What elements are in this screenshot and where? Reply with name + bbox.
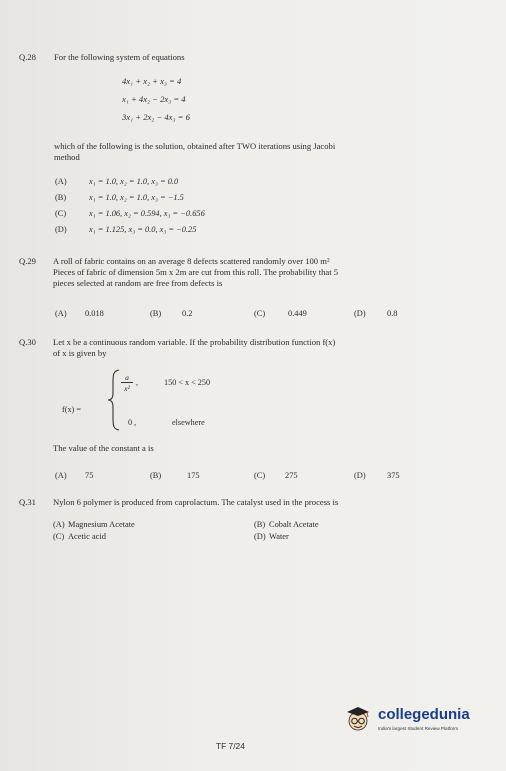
- logo-tagline: India's largest Student Review Platform: [378, 726, 459, 731]
- q29-option-b-text: 0.2: [182, 309, 193, 318]
- q29-option-c-label: (C): [254, 309, 266, 318]
- q28-question-line-2: method: [54, 152, 80, 162]
- q30-fraction-numerator: a: [125, 373, 129, 382]
- q31-option-b-label: (B): [254, 520, 266, 529]
- left-brace-icon: [107, 369, 121, 431]
- q28-option-b-label: (B): [55, 193, 67, 202]
- q30-option-d-text: 375: [387, 471, 400, 480]
- q28-option-b-text: x₁ = 1.0, x₂ = 1.0, x₃ = −1.5: [89, 193, 184, 202]
- q30-case2-condition: elsewhere: [172, 418, 205, 427]
- q31-option-a-text: Magnesium Acetate: [68, 520, 135, 529]
- q31-option-b-text: Cobalt Acetate: [269, 520, 319, 529]
- q28-prompt: For the following system of equations: [54, 52, 185, 62]
- q29-option-d-label: (D): [354, 309, 366, 318]
- q30-option-b-label: (B): [150, 471, 162, 480]
- q29-line-2: Pieces of fabric of dimension 5m x 2m are cut from this roll. The probability that 5: [53, 267, 339, 277]
- q30-case2-value: 0 ,: [128, 418, 137, 427]
- q29-line-3: pieces selected at random are free from defects is: [53, 278, 223, 288]
- q28-option-a-label: (A): [55, 177, 67, 186]
- q28-option-a-text: x₁ = 1.0, x₂ = 1.0, x₃ = 0.0: [89, 177, 179, 186]
- q30-case1-condition: 150 < x < 250: [164, 378, 211, 387]
- page-number: TF 7/24: [216, 741, 245, 751]
- q30-comma: ,: [136, 378, 139, 387]
- collegedunia-logo: [345, 702, 485, 736]
- q30-option-a-label: (A): [55, 471, 67, 480]
- q29-option-b-label: (B): [150, 309, 162, 318]
- q31-option-c-text: Acetic acid: [68, 532, 106, 541]
- q28-question-line-1: which of the following is the solution, obtained after TWO iterations using Jacobi: [54, 141, 336, 151]
- q28-option-d-label: (D): [55, 225, 67, 234]
- q28-option-c-text: x₁ = 1.06, x₂ = 0.594, x₃ = −0.656: [89, 209, 205, 218]
- q31-line-1: Nylon 6 polymer is produced from caprolactum. The catalyst used in the process is: [53, 497, 339, 507]
- q30-option-c-text: 275: [285, 471, 298, 480]
- graduate-mascot-icon: [345, 704, 373, 732]
- q28-number: Q.28: [19, 52, 36, 62]
- q28-option-c-label: (C): [55, 209, 67, 218]
- q28-equation-3: 3x₁ + 2x₂ − 4x₃ = 6: [122, 112, 190, 122]
- q30-question: The value of the constant a is: [53, 443, 154, 453]
- q30-option-c-label: (C): [254, 471, 266, 480]
- q29-option-a-label: (A): [55, 309, 67, 318]
- q29-number: Q.29: [19, 256, 36, 266]
- q30-line-1: Let x be a continuous random variable. If the probability distribution function f(x): [53, 337, 336, 347]
- q31-option-d-text: Water: [269, 532, 289, 541]
- q30-option-a-text: 75: [85, 471, 94, 480]
- q30-line-2: of x is given by: [53, 348, 107, 358]
- logo-wordmark: collegedunia: [378, 706, 470, 723]
- q30-fx-label: f(x) =: [62, 405, 81, 414]
- q31-option-d-label: (D): [254, 532, 266, 541]
- q31-option-a-label: (A): [53, 520, 65, 529]
- q28-option-d-text: x₁ = 1.125, x₃ = 0.0, x₃ = −0.25: [89, 225, 197, 234]
- q30-number: Q.30: [19, 337, 36, 347]
- q30-fraction-bar: [121, 382, 133, 383]
- q29-line-1: A roll of fabric contains on an average 8 defects scattered randomly over 100 m²: [53, 256, 330, 266]
- q28-equation-1: 4x₁ + x₂ + x₃ = 4: [122, 76, 182, 86]
- q30-option-b-text: 175: [187, 471, 200, 480]
- q28-equation-2: x₁ + 4x₂ − 2x₃ = 4: [122, 94, 186, 104]
- q30-fraction-denominator: x²: [124, 384, 130, 393]
- q29-option-d-text: 0.8: [387, 309, 398, 318]
- q30-option-d-label: (D): [354, 471, 366, 480]
- q31-option-c-label: (C): [53, 532, 65, 541]
- q31-number: Q.31: [19, 497, 36, 507]
- q29-option-c-text: 0.449: [288, 309, 307, 318]
- q29-option-a-text: 0.018: [85, 309, 104, 318]
